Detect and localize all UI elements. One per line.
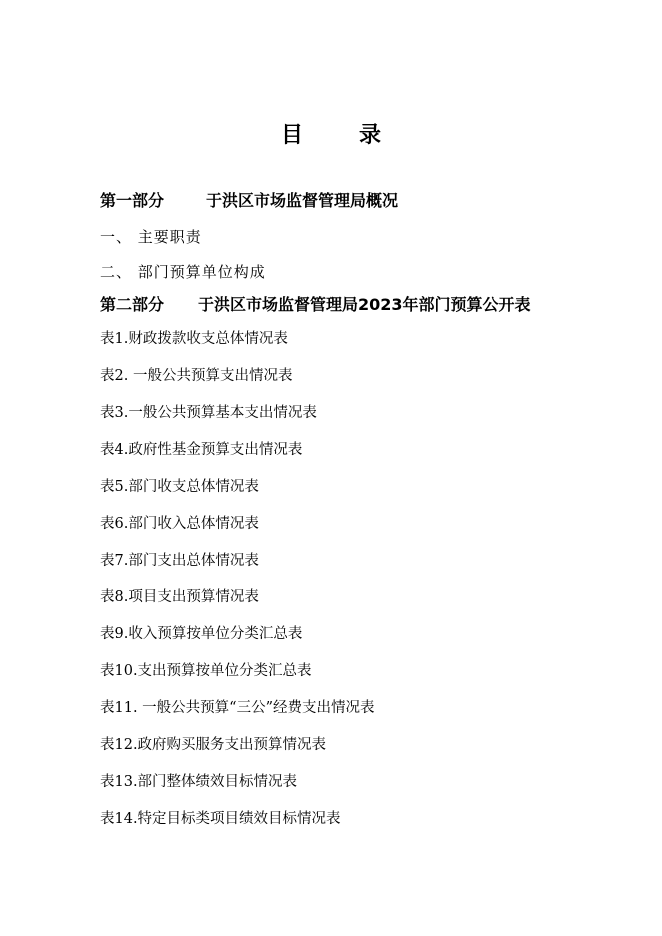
part-title: 于洪区市场监督管理局概况 xyxy=(206,191,399,210)
section-item: 二、 部门预算单位构成 xyxy=(100,263,266,281)
table-list-item: 表14.特定目标类项目绩效目标情况表 xyxy=(100,811,341,827)
part-one-heading xyxy=(100,191,398,211)
title-char-1: 目 xyxy=(280,123,303,148)
part-label: 第一部分 xyxy=(100,191,165,210)
table-list-item: 表11. 一般公共预算“三公”经费支出情况表 xyxy=(100,700,375,716)
table-list-item: 表7.部门支出总体情况表 xyxy=(100,553,259,569)
table-list-item: 表3.一般公共预算基本支出情况表 xyxy=(100,405,317,421)
title-char-2: 录 xyxy=(359,123,382,148)
table-list-item: 表1.财政拨款收支总体情况表 xyxy=(100,331,288,347)
part-two-heading xyxy=(100,295,531,315)
table-list-item: 表6.部门收入总体情况表 xyxy=(100,516,259,532)
table-list-item: 表10.支出预算按单位分类汇总表 xyxy=(100,663,312,679)
section-item: 一、 主要职责 xyxy=(100,228,202,246)
table-list-item: 表8.项目支出预算情况表 xyxy=(100,589,259,605)
table-list-item: 表9.收入预算按单位分类汇总表 xyxy=(100,626,303,642)
table-list-item: 表12.政府购买服务支出预算情况表 xyxy=(100,737,327,753)
table-list-item: 表4.政府性基金预算支出情况表 xyxy=(100,442,303,458)
table-list-item: 表5.部门收支总体情况表 xyxy=(100,479,259,495)
table-list-item: 表2. 一般公共预算支出情况表 xyxy=(100,368,293,384)
table-list-item: 表13.部门整体绩效目标情况表 xyxy=(100,774,298,790)
part-title: 于洪区市场监督管理局2023年部门预算公开表 xyxy=(198,295,531,314)
page-title xyxy=(0,118,662,149)
part-label: 第二部分 xyxy=(100,295,165,314)
